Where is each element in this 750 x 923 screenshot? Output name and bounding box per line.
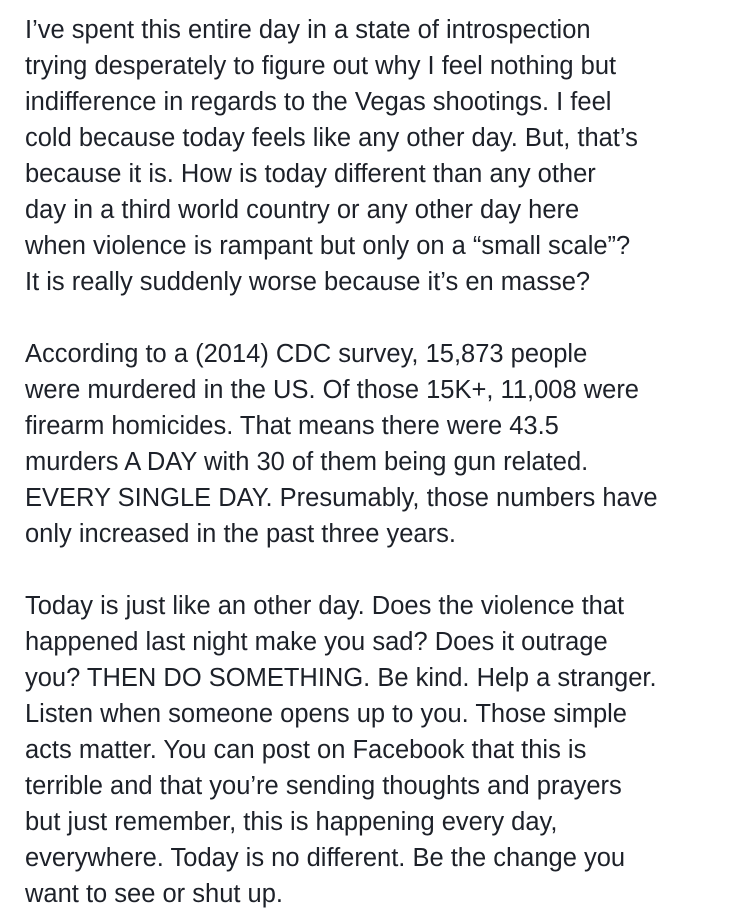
text-line: EVERY SINGLE DAY. Presumably, those numbers have bbox=[25, 484, 658, 512]
text-line: murders A DAY with 30 of them being gun related. bbox=[25, 448, 589, 476]
text-line: Listen when someone opens up to you. Those simple bbox=[25, 700, 627, 728]
text-line: because it is. How is today different than any other bbox=[25, 160, 596, 188]
post-text bbox=[25, 12, 740, 912]
text-line: It is really suddenly worse because it’s en masse? bbox=[25, 268, 591, 296]
paragraph-gap bbox=[25, 552, 740, 588]
text-line: only increased in the past three years. bbox=[25, 520, 456, 548]
text-line: firearm homicides. That means there were 43.5 bbox=[25, 412, 559, 440]
text-line: I’ve spent this entire day in a state of introspection bbox=[25, 16, 591, 44]
text-line: but just remember, this is happening every day, bbox=[25, 808, 558, 836]
text-line: Today is just like an other day. Does the violence that bbox=[25, 592, 625, 620]
text-line: were murdered in the US. Of those 15K+, 11,008 were bbox=[25, 376, 639, 404]
text-line: According to a (2014) CDC survey, 15,873 people bbox=[25, 340, 588, 368]
text-line: you? THEN DO SOMETHING. Be kind. Help a stranger. bbox=[25, 664, 657, 692]
paragraph-1 bbox=[25, 12, 740, 300]
text-line: when violence is rampant but only on a “small scale”? bbox=[25, 232, 631, 260]
text-line: everywhere. Today is no different. Be the change you bbox=[25, 844, 626, 872]
text-line: terrible and that you’re sending thoughts and prayers bbox=[25, 772, 622, 800]
text-line: happened last night make you sad? Does it outrage bbox=[25, 628, 608, 656]
text-line: indifference in regards to the Vegas shootings. I feel bbox=[25, 88, 612, 116]
text-line: acts matter. You can post on Facebook that this is bbox=[25, 736, 587, 764]
text-line: cold because today feels like any other day. But, that’s bbox=[25, 124, 638, 152]
paragraph-gap bbox=[25, 300, 740, 336]
paragraph-2 bbox=[25, 336, 740, 552]
text-line: want to see or shut up. bbox=[25, 880, 283, 908]
text-line: trying desperately to figure out why I feel nothing but bbox=[25, 52, 617, 80]
text-line: day in a third world country or any other day here bbox=[25, 196, 580, 224]
paragraph-3 bbox=[25, 588, 740, 912]
